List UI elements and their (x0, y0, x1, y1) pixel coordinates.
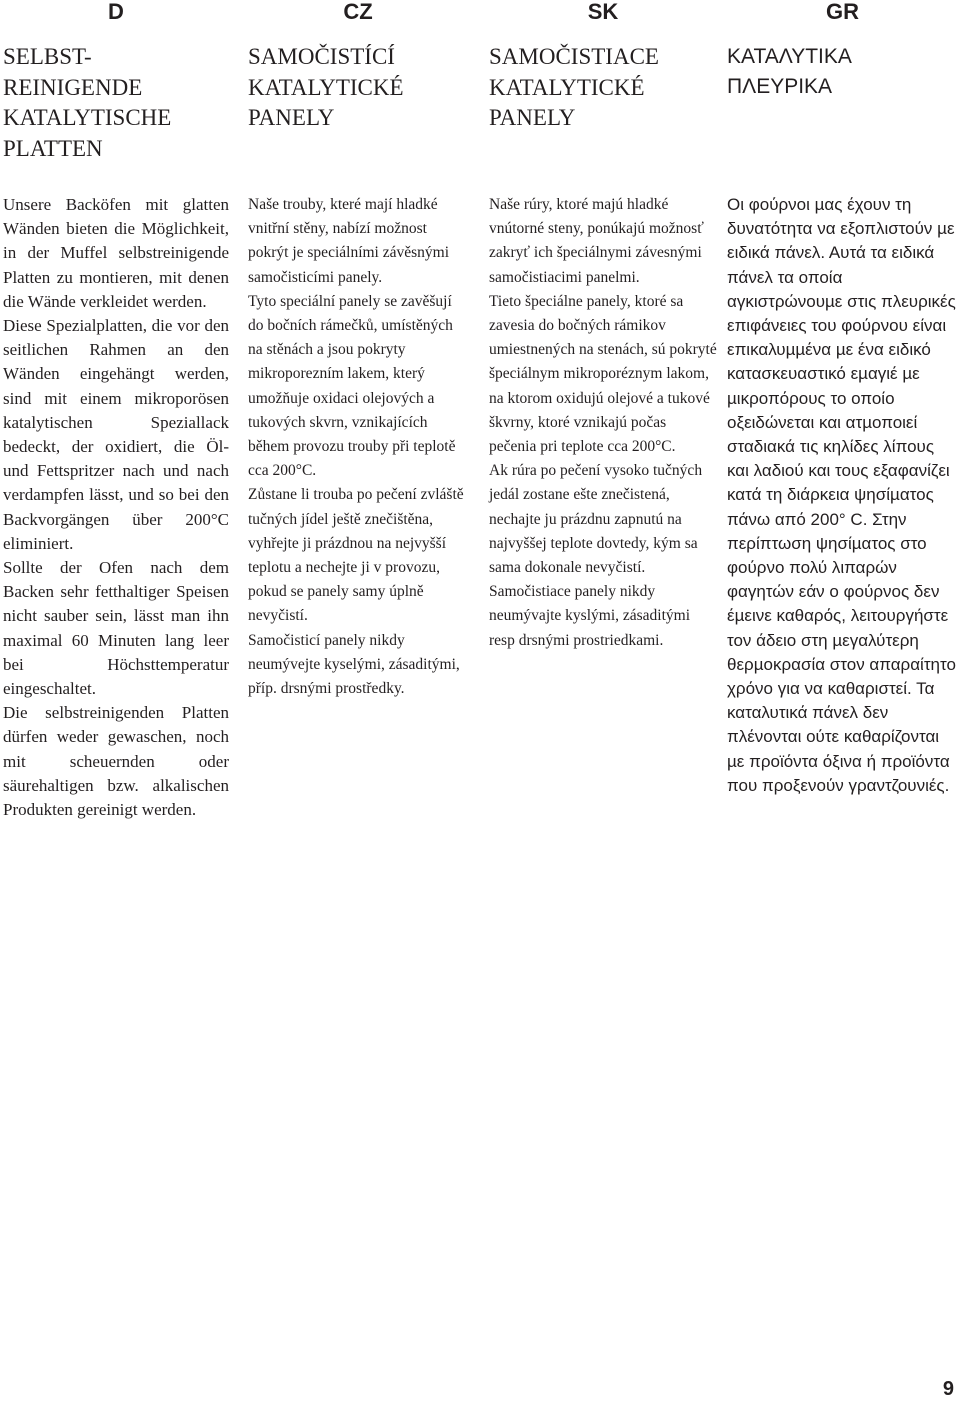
paragraph: Tieto špeciálne panely, ktoré sa zavesia do bočných rámikov umiestnených na stenách, sú pokryté špeciálnym mikroporéznym lakom, na ktorom oxidujú olejové a tukové škvrny, ktoré vznikajú počas pečenia pri teplote cca 200°C. (489, 292, 717, 456)
column-gr (727, 0, 958, 798)
language-code-cz: CZ (343, 0, 373, 24)
paragraph: Zůstane li trouba po pečení zvláště tučných jídel ještě znečištěna, vyhřejte ji prázdnou na nejvyšší teplotu a nechejte ji v provozu, pokud se panely samy úplně nevyčistí. (248, 486, 464, 625)
page-number: 9 (942, 1378, 954, 1400)
paragraph: Samočistiace panely nikdy neumývajte kyslými, zásaditými resp drsnými prostriedkami. (489, 583, 691, 649)
section-body-cz (248, 193, 468, 701)
paragraph: Samočisticí panely nikdy neumývejte kyselými, zásaditými, příp. drsnými prostředky. (248, 631, 460, 698)
section-body-gr (727, 193, 958, 798)
section-body-sk (489, 193, 717, 653)
section-title-gr: ΚΑΤΑΛΥΤΙΚΑ ΠΛΕΥΡΙΚΑ (727, 45, 852, 98)
column-sk (489, 0, 717, 653)
paragraph: Tyto speciální panely se zavěšují do bočních rámečků, umístěných na stěnách a jsou pokryty mikroporezním lakem, který umožňuje oxidaci olejových a tukových skvrn, vznikajících během provozu trouby při teplotě cca 200°C. (248, 292, 456, 480)
section-title-cz: SAMOČISTÍCÍ KATALYTICKÉ PANELY (248, 44, 404, 130)
section-title-sk: SAMOČISTIACE KATALYTICKÉ PANELY (489, 44, 659, 130)
language-code-gr: GR (826, 0, 859, 24)
section-body-de (3, 193, 229, 822)
paragraph: Naše trouby, které mají hladké vnitřní stěny, nabízí možnost pokrýt je speciálními závěsnými samočisticími panely. (248, 196, 450, 286)
section-title-de: SELBST- REINIGENDE KATALYTISCHE PLATTEN (3, 44, 172, 161)
paragraph: Sollte der Ofen nach dem Backen sehr fetthaltiger Speisen nicht sauber sein, lässt man ihn maximal 60 Minuten lang leer bei Höchsttemperatur eingeschaltet. (3, 558, 229, 699)
language-code-de: D (108, 0, 124, 24)
paragraph: Οι φούρνοι µας έχουν τη δυνατότητα να εξοπλιστούν µε ειδικά πάνελ. Αυτά τα ειδικά πάνελ τα οποία αγκιστρώνουµε στις πλευρικές επιφάνειες του φούρνου είναι επικαλυµµένα µε ένα ειδικό κατασκευαστικό εµαγιέ µε µικροπόρους το οποίο οξειδώνεται και ατµοποιεί σταδιακά τις κηλίδες λίπους και λαδιού και τους εξαφανίζει κατά τη διάρκεια ψησίµατος πάνω από 200° C. Στην περίπτωση ψησίµατος στο φούρνο πολύ λιπαρών φαγητών εάν ο φούρνος δεν έµεινε καθαρός, λειτουργήστε τον άδειο στη µεγαλύτερη θερµοκρασία στον απαραίτητο χρόνο για να καθαριστεί. Τα καταλυτικά πάνελ δεν πλένονται ούτε καθαρίζονται µε προϊόντα όξινα ή προϊόντα που προξενούν γραντζουνιές. (727, 195, 956, 795)
paragraph: Ak rúra po pečení vysoko tučných jedál zostane ešte znečistená, nechajte ju prázdnu zapnutú na najvyššej teplote dovtedy, kým sa sama dokonale nevyčistí. (489, 462, 703, 577)
language-code-sk: SK (587, 0, 619, 24)
column-cz (248, 0, 468, 701)
column-de (3, 0, 229, 822)
paragraph: Unsere Backöfen mit glatten Wänden bieten die Möglichkeit, in der Muffel selbstreinigende Platten zu montieren, mit denen die Wände verkleidet werden. (3, 195, 229, 311)
paragraph: Die selbstreinigenden Platten dürfen weder gewaschen, noch mit scheuernden oder säurehaltigen bzw. alkalischen Produkten gereinigt werden. (3, 703, 229, 820)
paragraph: Diese Spezialplatten, die vor den seitlichen Rahmen an den Wänden eingehängt werden, sind mit einem mikroporösen katalytischen Speziallack bedeckt, der oxidiert, die Öl- und Fettspritzer nach und nach verdampfen lässt, und so bei den Backvorgängen über 200°C eliminiert. (3, 316, 229, 553)
paragraph: Naše rúry, ktoré majú hladké vnútorné steny, ponúkajú možnosť zakryť ich špeciálnymi závesnými samočistiacimi panelmi. (489, 196, 704, 286)
